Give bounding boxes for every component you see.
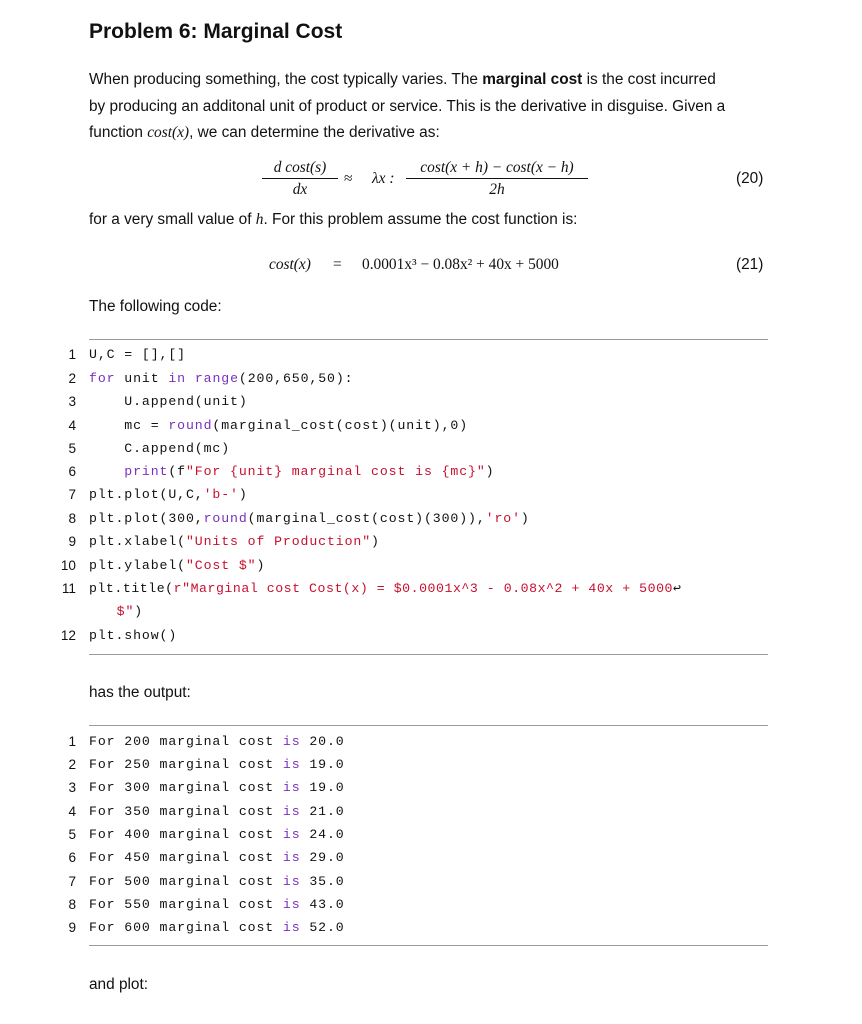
- output-line-number: 6: [68, 850, 76, 865]
- code-block-top-rule: [89, 339, 768, 340]
- output-block-top-rule: [89, 725, 768, 726]
- code-line: plt.plot(300,round(marginal_cost(cost)(300)),'ro'): [89, 511, 530, 526]
- code-line: C.append(mc): [89, 441, 231, 456]
- output-line-number: 4: [68, 804, 76, 819]
- code-line-number: 11: [61, 581, 76, 596]
- code-line: for unit in range(200,650,50):: [89, 371, 354, 386]
- plot-intro: and plot:: [89, 976, 149, 993]
- marginal-cost-term: marginal cost: [482, 71, 583, 88]
- code-line-number: 9: [68, 534, 76, 549]
- code-line: plt.ylabel("Cost $"): [89, 558, 266, 573]
- eq21-rhs: 0.0001x³ − 0.08x² + 40x + 5000: [362, 256, 559, 273]
- intro-line-1: When producing something, the cost typically varies. The marginal cost is the cost incurred: [89, 71, 716, 88]
- code-line-number: 2: [68, 371, 76, 386]
- output-row: For 550 marginal cost is 43.0: [89, 897, 345, 912]
- code-line: plt.show(): [89, 628, 178, 643]
- output-intro: has the output:: [89, 684, 191, 701]
- output-row: For 200 marginal cost is 20.0: [89, 734, 345, 749]
- code-line: print(f"For {unit} marginal cost is {mc}"): [89, 464, 495, 479]
- output-row: For 450 marginal cost is 29.0: [89, 850, 345, 865]
- code-line: U.append(unit): [89, 394, 248, 409]
- eq21-equals: =: [333, 256, 342, 273]
- code-line-number: 8: [68, 511, 76, 526]
- output-line-number: 1: [68, 734, 76, 749]
- output-row: For 400 marginal cost is 24.0: [89, 827, 345, 842]
- code-line-number: 7: [68, 487, 76, 502]
- code-line-number: 1: [68, 347, 76, 362]
- after-eq20-text: for a very small value of h. For this problem assume the cost function is:: [89, 211, 578, 228]
- output-row: For 300 marginal cost is 19.0: [89, 780, 345, 795]
- output-line-number: 7: [68, 874, 76, 889]
- code-line-number: 6: [68, 464, 76, 479]
- code-line: plt.xlabel("Units of Production"): [89, 534, 380, 549]
- output-line-number: 2: [68, 757, 76, 772]
- code-line-number: 4: [68, 418, 76, 433]
- intro-line-3: function cost(x), we can determine the derivative as:: [89, 124, 440, 141]
- code-line-continuation: $"): [99, 604, 144, 619]
- output-row: For 500 marginal cost is 35.0: [89, 874, 345, 889]
- code-line-number: 12: [60, 628, 76, 643]
- code-block-bottom-rule: [89, 654, 768, 655]
- line-wrap-arrow-icon: ↩: [673, 581, 682, 596]
- code-line-number: 3: [68, 394, 76, 409]
- output-line-number: 9: [68, 920, 76, 935]
- code-line: U,C = [],[]: [89, 347, 186, 362]
- intro-paragraph: [89, 67, 789, 147]
- code-line-number: 5: [68, 441, 76, 456]
- output-block-bottom-rule: [89, 945, 768, 946]
- eq20-rhs-fraction: cost(x + h) − cost(x − h) 2h: [406, 159, 588, 199]
- code-line: plt.plot(U,C,'b-'): [89, 487, 248, 502]
- output-row: For 350 marginal cost is 21.0: [89, 804, 345, 819]
- output-row: For 600 marginal cost is 52.0: [89, 920, 345, 935]
- output-line-number: 5: [68, 827, 76, 842]
- code-line-number: 10: [60, 558, 76, 573]
- output-line-number: 3: [68, 780, 76, 795]
- eq20-number: (20): [736, 170, 764, 187]
- eq21-lhs: cost(x): [269, 256, 311, 273]
- eq20-lhs-fraction: d cost(s) dx: [262, 159, 338, 199]
- code-line: mc = round(marginal_cost(cost)(unit),0): [89, 418, 469, 433]
- output-line-number: 8: [68, 897, 76, 912]
- intro-line-2: by producing an additonal unit of product or service. This is the derivative in disguise. Given a: [89, 97, 726, 115]
- code-line: plt.title(r"Marginal cost Cost(x) = $0.0001x^3 - 0.08x^2 + 40x + 5000↩: [89, 581, 682, 596]
- eq21-number: (21): [736, 256, 764, 273]
- output-row: For 250 marginal cost is 19.0: [89, 757, 345, 772]
- problem-title: Problem 6: Marginal Cost: [89, 20, 343, 43]
- code-intro: The following code:: [89, 298, 222, 315]
- eq20-lambda: λx :: [372, 170, 395, 187]
- eq20-approx: ≈: [344, 170, 353, 187]
